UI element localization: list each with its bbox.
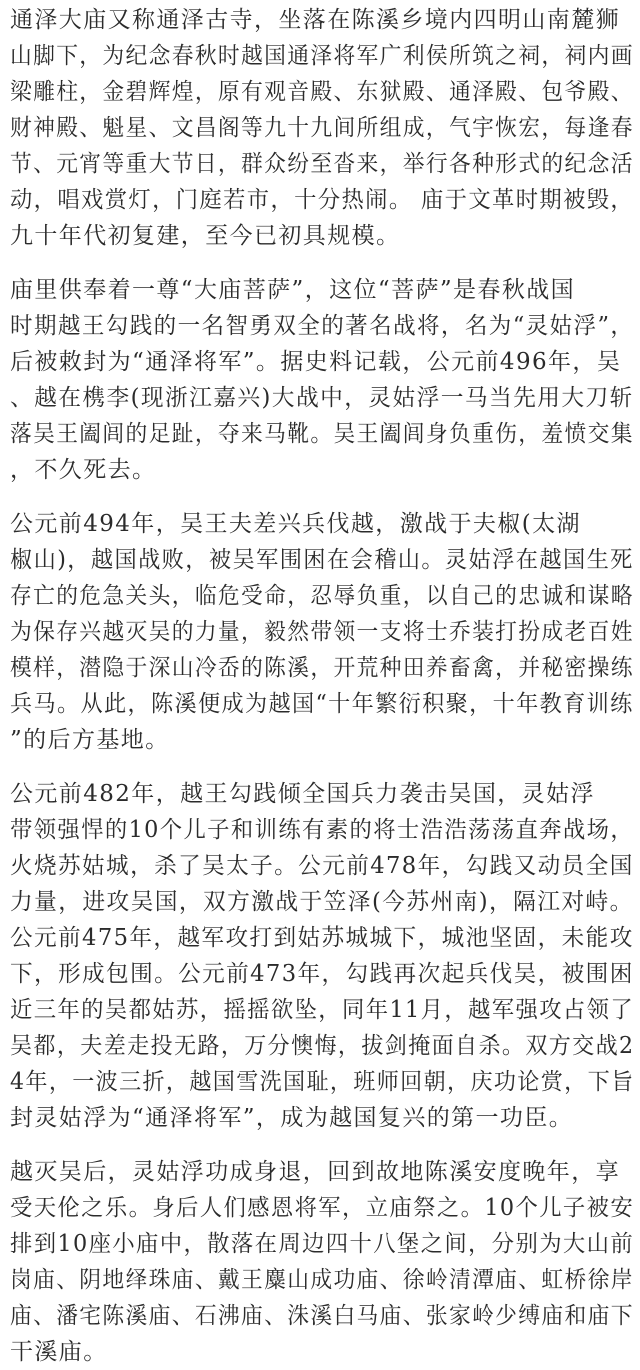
article-line: 公元前482年，越王勾践倾全国兵力袭击吴国，灵姑浮 [10, 781, 595, 807]
article-line: 岗庙、阴地绎珠庙、戴王麋山成功庙、徐岭清潭庙、虹桥徐岸 [10, 1267, 634, 1293]
article-line: 椒山)，越国战败，被吴军围困在会稽山。灵姑浮在越国生死 [10, 547, 634, 573]
article-line: 通泽大庙又称通泽古寺，坐落在陈溪乡境内四明山南麓狮 [10, 7, 620, 33]
article-line: 近三年的吴都姑苏，摇摇欲坠，同年11月，越军强攻占领了 [10, 997, 635, 1023]
article-line: 财神殿、魁星、文昌阁等九十九间所组成，气宇恢宏，每逢春 [10, 115, 634, 141]
article-line: 庙里供奉着一尊“大庙菩萨”，这位“菩萨”是春秋战国 [10, 277, 576, 303]
article-line: 干溪庙。 [10, 1339, 108, 1365]
article-line: 存亡的危急关头，临危受命，忍辱负重，以自己的忠诚和谋略 [10, 583, 634, 609]
article-line: 九十年代初复建，至今已初具规模。 [10, 223, 401, 249]
article-line: ”的后方基地。 [10, 727, 170, 753]
article-line: 封灵姑浮为“通泽将军”，成为越国复兴的第一功臣。 [10, 1105, 574, 1131]
article-line: 受天伦之乐。身后人们感恩将军，立庙祭之。10个儿子被安 [10, 1195, 635, 1221]
article-line: 、越在槜李(现浙江嘉兴)大战中，灵姑浮一马当先用大刀斩 [10, 385, 634, 411]
article-line: 越灭吴后，灵姑浮功成身退，回到故地陈溪安度晚年，享 [10, 1159, 620, 1185]
article-line: 梁雕柱，金碧辉煌，原有观音殿、东狱殿、通泽殿、包爷殿、 [10, 79, 634, 105]
article-line: 力量，进攻吴国，双方激战于笠泽(今苏州南)，隔江对峙。 [10, 889, 634, 915]
article-line: 公元前475年，越军攻打到姑苏城城下，城池坚固，未能攻 [10, 925, 634, 951]
article-line: 时期越王勾践的一名智勇双全的著名战将，名为“灵姑浮”， [10, 313, 635, 339]
article-line: 动，唱戏赏灯，门庭若市，十分热闹。 庙于文革时期被毁， [10, 187, 635, 213]
article-line: 模样，潜隐于深山冷岙的陈溪，开荒种田养畜禽，并秘密操练 [10, 655, 634, 681]
article-line: 节、元宵等重大节日，群众纷至沓来，举行各种形式的纪念活 [10, 151, 634, 177]
article-line: 兵马。从此，陈溪便成为越国“十年繁衍积聚，十年教育训练 [10, 691, 634, 717]
article-line: 落吴王阖闾的足趾，夺来马靴。吴王阖闾身负重伤，羞愤交集 [10, 421, 634, 447]
article-line: 4年，一波三折，越国雪洗国耻，班师回朝，庆功论赏，下旨 [10, 1069, 635, 1095]
article-line: 公元前494年，吴王夫差兴兵伐越，激战于夫椒(太湖 [10, 511, 581, 537]
article-line: 为保存兴越灭吴的力量，毅然带领一支将士乔装打扮成老百姓 [10, 619, 634, 645]
article-line: 庙、潘宅陈溪庙、石沸庙、洙溪白马庙、张家岭少缚庙和庙下 [10, 1303, 634, 1329]
article-line: ，不久死去。 [10, 457, 157, 483]
article-line: 下，形成包围。公元前473年，勾践再次起兵伐吴，被围困 [10, 961, 634, 987]
article-line: 山脚下，为纪念春秋时越国通泽将军广利侯所筑之祠，祠内画 [10, 43, 634, 69]
article-line: 排到10座小庙中，散落在周边四十八堡之间，分别为大山前 [10, 1231, 635, 1257]
article-line: 火烧苏姑城，杀了吴太子。公元前478年，勾践又动员全国 [10, 853, 634, 879]
article-line: 吴都，夫差走投无路，万分懊悔，拔剑掩面自杀。双方交战2 [10, 1033, 635, 1059]
article-line: 带领强悍的10个儿子和训练有素的将士浩浩荡荡直奔战场， [10, 817, 635, 843]
article-line: 后被敕封为“通泽将军”。据史料记载，公元前496年，吴 [10, 349, 622, 375]
